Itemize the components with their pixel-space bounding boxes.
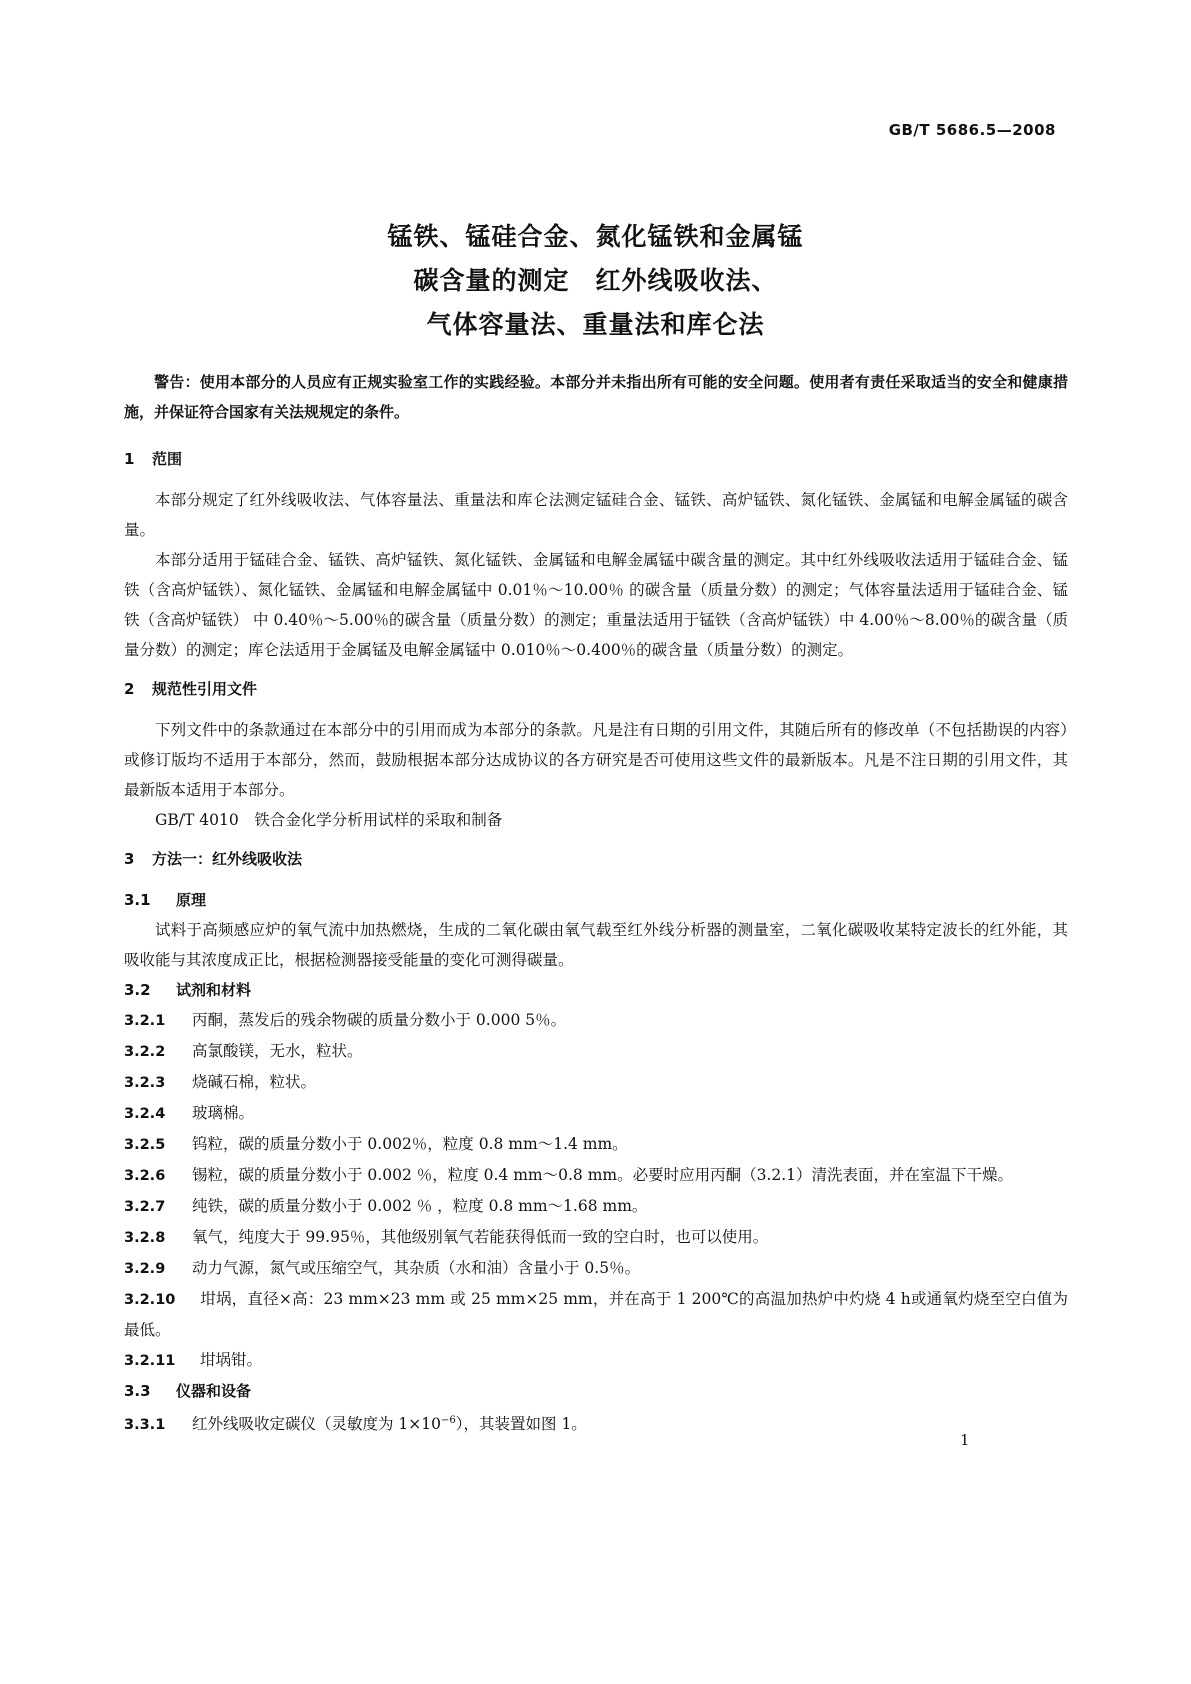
subsection-title: 仪器和设备: [176, 1382, 252, 1400]
item-number: 3.2.3: [124, 1075, 166, 1091]
item-text: 坩埚钳。: [200, 1351, 263, 1369]
item-text: 锡粒，碳的质量分数小于 0.002 ％，粒度 0.4 mm～0.8 mm。必要时应用丙酮（3.2.1）清洗表面，并在室温下干燥。: [192, 1166, 1014, 1184]
item-text: 坩埚，直径×高：23 mm×23 mm 或 25 mm×25 mm，并在高于 1 200℃的高温加热炉中灼烧 4 h或通氧灼烧至空白值为最低。: [124, 1290, 1068, 1339]
item-text: 玻璃棉。: [192, 1104, 255, 1122]
item-number: 3.2.6: [124, 1168, 166, 1184]
item-number: 3.3.1: [124, 1417, 166, 1434]
reference-item: GB/T 4010 铁合金化学分析用试样的采取和制备: [155, 811, 503, 829]
item-number: 3.2.5: [124, 1137, 166, 1153]
normative-references-paragraph: 下列文件中的条款通过在本部分中的引用而成为本部分的条款。凡是注有日期的引用文件，其随后所有的修改单（不包括勘误的内容）或修订版均不适用于本部分，然而，鼓励根据本部分达成协议的各方研究是否可使用这些文件的最新版本。凡是不注日期的引用文件，其最新版本适用于本部分。: [124, 721, 1068, 799]
subsection-title: 原理: [176, 891, 207, 909]
item-text: 高氯酸镁，无水，粒状。: [192, 1042, 363, 1060]
list-item: [124, 1253, 1068, 1284]
section-number: 2: [124, 680, 135, 698]
item-text: 丙酮，蒸发后的残余物碳的质量分数小于 0.000 5％。: [192, 1011, 567, 1029]
item-number: 3.2.1: [124, 1013, 166, 1029]
item-text: 钨粒，碳的质量分数小于 0.002％，粒度 0.8 mm～1.4 mm。: [192, 1135, 628, 1153]
item-text: 烧碱石棉，粒状。: [192, 1073, 317, 1091]
subsection-number: 3.3: [124, 1382, 151, 1400]
document-body: [124, 367, 1068, 1440]
scope-paragraph-2: 本部分适用于锰硅合金、锰铁、高炉锰铁、氮化锰铁、金属锰和电解金属锰中碳含量的测定。其中红外线吸收法适用于锰硅合金、锰铁（含高炉锰铁）、氮化锰铁、金属锰和电解金属锰中 0.01％～10.00％ 的碳含量（质量分数）的测定；气体容量法适用于锰硅合金、锰铁（含高炉锰铁） 中 0.40％～5.00％的碳含量（质量分数）的测定；重量法适用于锰铁（含高炉锰铁）中 4.00％～8.00％的碳含量（质量分数）的测定；库仑法适用于金属锰及电解金属锰中 0.010％～0.400％的碳含量（质量分数）的测定。: [124, 551, 1068, 659]
standard-code: GB/T 5686.5—2008: [888, 121, 1056, 139]
list-item: [124, 1284, 1068, 1345]
item-text: 纯铁，碳的质量分数小于 0.002 ％ ，粒度 0.8 mm～1.68 mm。: [192, 1197, 648, 1215]
principle-paragraph: 试料于高频感应炉的氧气流中加热燃烧，生成的二氧化碳由氧气载至红外线分析器的测量室，二氧化碳吸收某特定波长的红外能，其吸收能与其浓度成正比，根据检测器接受能量的变化可测得碳量。: [124, 921, 1068, 969]
item-number: 3.2.11: [124, 1353, 176, 1369]
superscript-exponent: −6: [441, 1415, 456, 1426]
item-text: 氧气，纯度大于 99.95％，其他级别氧气若能获得低而一致的空白时，也可以使用。: [192, 1228, 769, 1246]
subsection-3-2-heading: [124, 975, 1068, 1005]
title-line-3: 气体容量法、重量法和库仑法: [426, 310, 765, 339]
title-line-1: 锰铁、锰硅合金、氮化锰铁和金属锰: [387, 222, 804, 251]
warning-paragraph: 警告：使用本部分的人员应有正规实验室工作的实践经验。本部分并未指出所有可能的安全问题。使用者有责任采取适当的安全和健康措施，并保证符合国家有关法规规定的条件。: [124, 373, 1068, 421]
list-item: [124, 1067, 1068, 1098]
item-number: 3.2.9: [124, 1261, 166, 1277]
list-item: [124, 1129, 1068, 1160]
subsection-3-1-heading: [124, 885, 1068, 915]
section-title: 方法一：红外线吸收法: [152, 850, 303, 868]
list-item: [124, 1005, 1068, 1036]
list-item: [124, 1191, 1068, 1222]
list-item: [124, 1222, 1068, 1253]
item-text: ），其装置如图 1。: [455, 1415, 587, 1434]
list-item: [124, 1098, 1068, 1129]
list-item: [124, 1036, 1068, 1067]
list-item: [124, 1345, 1068, 1376]
section-1-heading: [124, 447, 1068, 471]
subsection-3-3-heading: [124, 1376, 1068, 1406]
item-number: 3.2.10: [124, 1292, 176, 1308]
item-text: 红外线吸收定碳仪（灵敏度为 1×10: [192, 1415, 442, 1434]
scope-paragraph-1: 本部分规定了红外线吸收法、气体容量法、重量法和库仑法测定锰硅合金、锰铁、高炉锰铁、氮化锰铁、金属锰和电解金属锰的碳含量。: [124, 491, 1068, 539]
list-item: [124, 1160, 1068, 1191]
section-number: 1: [124, 450, 135, 468]
item-number: 3.2.7: [124, 1199, 166, 1215]
item-number: 3.2.2: [124, 1044, 166, 1060]
subsection-title: 试剂和材料: [176, 981, 252, 999]
document-title: [0, 215, 1191, 347]
section-2-heading: [124, 677, 1068, 701]
list-item: [124, 1406, 1068, 1440]
page-number: 1: [960, 1431, 970, 1449]
item-number: 3.2.4: [124, 1106, 166, 1122]
subsection-number: 3.1: [124, 891, 151, 909]
section-number: 3: [124, 850, 135, 868]
section-3-heading: [124, 847, 1068, 871]
title-line-2: 碳含量的测定 红外线吸收法、: [413, 266, 778, 295]
section-title: 范围: [152, 450, 183, 468]
subsection-number: 3.2: [124, 981, 151, 999]
item-text: 动力气源，氮气或压缩空气，其杂质（水和油）含量小于 0.5％。: [192, 1259, 641, 1277]
item-number: 3.2.8: [124, 1230, 166, 1246]
section-title: 规范性引用文件: [152, 680, 258, 698]
